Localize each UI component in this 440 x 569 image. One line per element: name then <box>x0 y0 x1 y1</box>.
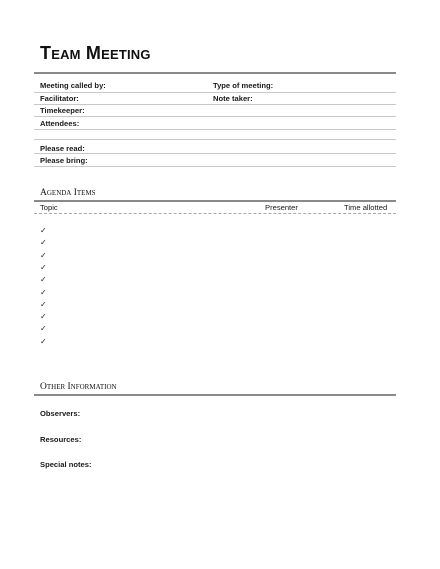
label-please-bring: Please bring: <box>40 156 88 165</box>
agenda-column-time-allotted: Time allotted <box>344 203 388 212</box>
label-facilitator: Facilitator: <box>40 94 79 103</box>
agenda-column-topic: Topic <box>40 203 58 212</box>
title-divider <box>34 72 396 74</box>
label-please-read: Please read: <box>40 144 85 153</box>
field-line <box>34 129 396 130</box>
agenda-column-presenter: Presenter <box>265 203 298 212</box>
agenda-item-checkmark-icon: ✓ <box>40 287 47 297</box>
label-meeting-called-by: Meeting called by: <box>40 81 106 90</box>
agenda-heading: Agenda Items <box>40 188 96 198</box>
agenda-header-divider <box>34 213 396 214</box>
agenda-item-checkmark-icon: ✓ <box>40 312 47 322</box>
other-information-heading: Other Information <box>40 382 117 392</box>
label-timekeeper: Timekeeper: <box>40 106 85 115</box>
field-line <box>34 116 396 117</box>
document-title-text: Team Meeting <box>40 43 151 63</box>
label-note-taker: Note taker: <box>213 94 253 103</box>
agenda-item-checkmark-icon: ✓ <box>40 250 47 260</box>
agenda-item-checkmark-icon: ✓ <box>40 336 47 346</box>
label-attendees: Attendees: <box>40 119 80 128</box>
document-title <box>40 43 151 64</box>
label-type-of-meeting: Type of meeting: <box>213 81 274 90</box>
field-line <box>34 104 396 105</box>
field-line <box>34 92 396 93</box>
agenda-item-checkmark-icon: ✓ <box>40 275 47 285</box>
agenda-item-checkmark-icon: ✓ <box>40 262 47 272</box>
agenda-item-checkmark-icon: ✓ <box>40 324 47 334</box>
agenda-item-checkmark-icon: ✓ <box>40 238 47 248</box>
agenda-item-checkmark-icon: ✓ <box>40 299 47 309</box>
label-observers: Observers: <box>40 409 81 418</box>
agenda-divider <box>34 200 396 202</box>
field-line <box>34 153 396 154</box>
field-line <box>34 166 396 167</box>
field-line <box>34 139 396 140</box>
agenda-item-checkmark-icon: ✓ <box>40 226 47 235</box>
label-resources: Resources: <box>40 435 82 444</box>
other-information-divider <box>34 394 396 396</box>
label-special-notes: Special notes: <box>40 460 92 469</box>
